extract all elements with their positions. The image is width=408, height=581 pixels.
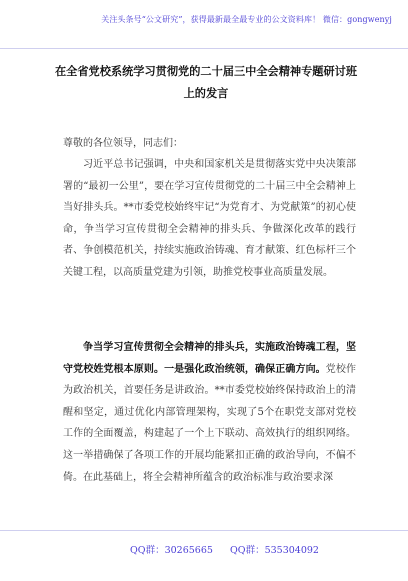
document-title: 在全省党校系统学习贯彻党的二十届三中全会精神专题研讨班上的发言 [54,64,358,100]
paragraph-2-bold-lead: 争当学习宣传贯彻全会精神的排头兵，实施政治铸魂工程，坚守党校姓党根本原则。一是强化政治统领，确保正确方向。 [63,342,356,375]
paragraph-2 [63,337,356,488]
page-header [0,0,408,49]
header-banner: 关注头条号“公文研究”，获得最新最全最专业的公文资料库！ 微信：gongwenyj [101,15,392,24]
page-footer [0,530,408,581]
paragraph-2-body: 党校作为政治机关，首要任务是讲政治。**市委党校始终保持政治上的清醒和坚定，通过优化内部管理架构，实现了5个在职党支部对党校工作的全面覆盖，构建起了一个上下联动、高效执行的组织网络。这一举措确保了各项工作的开展均能紧扣正确的政治导向，不偏不倚。在此基础上，将全会精神所蕴含的政治标准与政治要求深 [63,363,357,483]
qq-group-1: QQ群：30265665 [130,545,213,556]
paragraph-1: 习近平总书记强调，中央和国家机关是贯彻落实党中央决策部署的“最初一公里”，要在学习宣传贯彻党的二十届三中全会精神上当好排头兵。**市委党校始终牢记“为党育才、为党献策”的初心使命，争当学习宣传贯彻全会精神的排头兵、争做深化改革的践行者、争创模范机关，持续实施政治铸魂、育才献策、红色标杆三个关键工程，以高质量党建为引领，助推党校事业高质量发展。 [63,159,356,278]
qq-group-2: QQ群：535304092 [230,545,319,556]
salutation: 尊敬的各位领导，同志们： [63,138,183,149]
